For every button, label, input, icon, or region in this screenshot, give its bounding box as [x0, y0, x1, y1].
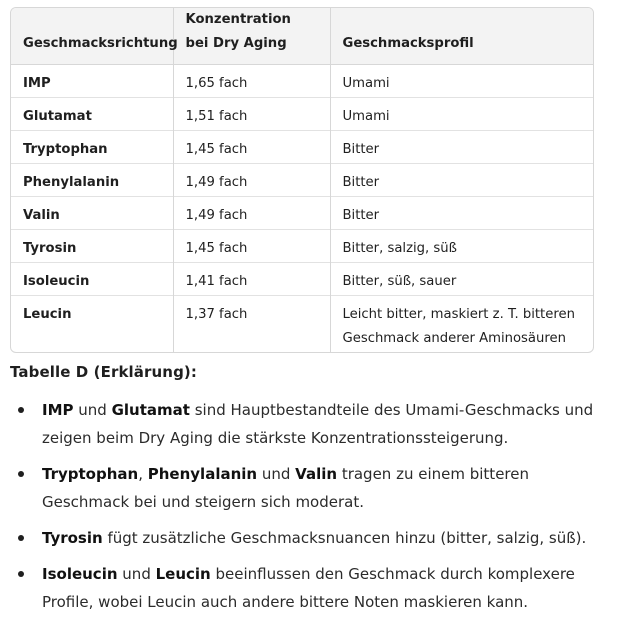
list-item: [10, 524, 610, 552]
table-row: [11, 197, 593, 230]
table-header-row: [11, 8, 593, 65]
cell-concentration: 1,41 fach: [173, 263, 330, 296]
list-item: [10, 460, 610, 516]
list-item: [10, 560, 610, 616]
cell-concentration: 1,49 fach: [173, 197, 330, 230]
cell-name: Leucin: [11, 296, 173, 354]
table-row: [11, 230, 593, 263]
cell-concentration: 1,45 fach: [173, 230, 330, 263]
term-valin: Valin: [295, 465, 338, 483]
term-leucin: Leucin: [155, 565, 211, 583]
term-imp: IMP: [42, 401, 74, 419]
cell-name: Tryptophan: [11, 131, 173, 164]
cell-profile: Umami: [330, 98, 593, 131]
header-taste-profile: Geschmacksprofil: [330, 8, 593, 65]
cell-concentration: 1,65 fach: [173, 65, 330, 98]
note-text: ,: [138, 465, 148, 483]
bullet-icon: [18, 407, 24, 413]
cell-concentration: 1,45 fach: [173, 131, 330, 164]
table-row: [11, 263, 593, 296]
legend-title: Tabelle D (Erklärung):: [10, 363, 197, 381]
cell-concentration: 1,51 fach: [173, 98, 330, 131]
table-row: [11, 65, 593, 98]
cell-profile: Bitter: [330, 164, 593, 197]
note-text: sind Hauptbestandteile des Umami-Geschmacks und zeigen beim Dry Aging die stärkste Konzentrationssteigerung.: [42, 401, 594, 447]
term-isoleucin: Isoleucin: [42, 565, 118, 583]
bullet-icon: [18, 535, 24, 541]
list-item: [10, 396, 610, 452]
table-row: [11, 98, 593, 131]
cell-profile: Bitter: [330, 131, 593, 164]
cell-concentration: 1,37 fach: [173, 296, 330, 354]
taste-table: [11, 8, 593, 353]
term-tryptophan: Tryptophan: [42, 465, 139, 483]
note-text: und: [257, 465, 296, 483]
cell-name: IMP: [23, 76, 51, 91]
note-text: und: [73, 401, 112, 419]
cell-concentration: 1,49 fach: [173, 164, 330, 197]
cell-profile: Leicht bitter, maskiert z. T. bitteren Geschmack anderer Aminosäuren: [330, 296, 593, 354]
cell-profile: Umami: [330, 65, 593, 98]
cell-profile: Bitter, salzig, süß: [330, 230, 593, 263]
cell-name: Tyrosin: [11, 230, 173, 263]
cell-profile: Bitter: [330, 197, 593, 230]
table-row: [11, 164, 593, 197]
note-text: tragen zu einem bitteren Geschmack bei und steigern sich moderat.: [42, 465, 529, 511]
note-text: fügt zusätzliche Geschmacksnuancen hinzu (bitter, salzig, süß).: [102, 529, 587, 547]
header-taste-direction: Geschmacksrichtung: [11, 8, 173, 65]
note-text: beeinflussen den Geschmack durch komplexere Profile, wobei Leucin auch andere bittere Noten maskieren kann.: [42, 565, 575, 611]
term-phenylalanin: Phenylalanin: [147, 465, 258, 483]
table-row: [11, 296, 593, 354]
bullet-icon: [18, 571, 24, 577]
bullet-icon: [18, 471, 24, 477]
amino-acid-table: [10, 7, 594, 353]
cell-name: Isoleucin: [11, 263, 173, 296]
cell-name: Phenylalanin: [11, 164, 173, 197]
term-tyrosin: Tyrosin: [42, 529, 103, 547]
header-concentration: Konzentration bei Dry Aging: [173, 8, 330, 65]
cell-profile: Bitter, süß, sauer: [330, 263, 593, 296]
cell-name: Valin: [11, 197, 173, 230]
term-glutamat: Glutamat: [111, 401, 190, 419]
cell-name: Glutamat: [11, 98, 173, 131]
table-row: [11, 131, 593, 164]
note-text: und: [117, 565, 156, 583]
legend-list: [10, 396, 610, 624]
